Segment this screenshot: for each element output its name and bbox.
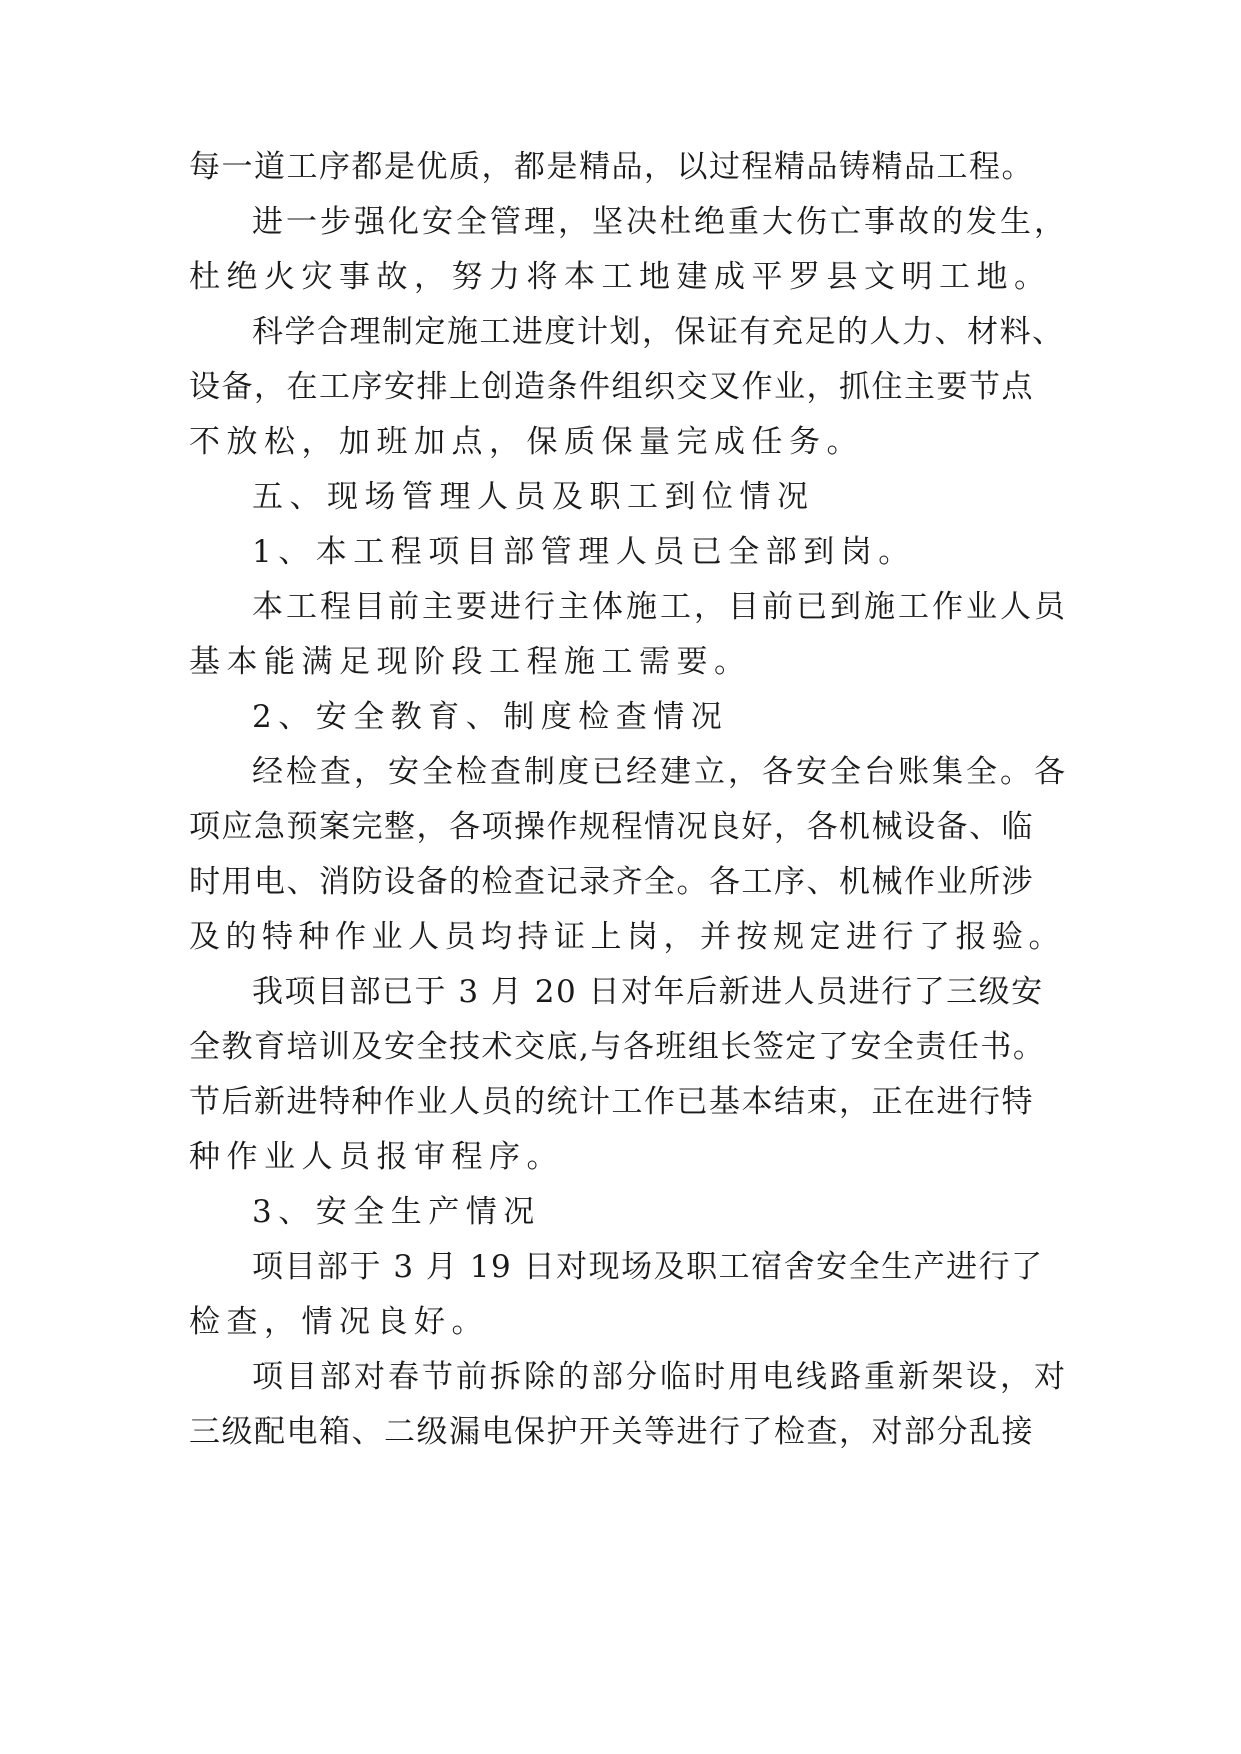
paragraph-line: 全教育培训及安全技术交底,与各班组长签定了安全责任书。 — [189, 1029, 1046, 1065]
paragraph-line: 本工程目前主要进行主体施工，目前已到施工作业人员 — [252, 589, 1068, 625]
paragraph-line: 经检查，安全检查制度已经建立，各安全台账集全。各 — [252, 754, 1068, 790]
paragraph-line: 项目部于 3 月 19 日对现场及职工宿舍安全生产进行了 — [252, 1249, 1044, 1285]
paragraph-line: 种作业人员报审程序。 — [189, 1139, 564, 1175]
paragraph-line: 三级配电箱、二级漏电保护开关等进行了检查，对部分乱接 — [189, 1414, 1034, 1450]
subsection-heading: 3、安全生产情况 — [252, 1194, 541, 1230]
section-heading: 五、现场管理人员及职工到位情况 — [252, 479, 815, 515]
paragraph-line: 杜绝火灾事故，努力将本工地建成平罗县文明工地。 — [189, 259, 1052, 295]
subsection-heading: 1、本工程项目部管理人员已全部到岗。 — [252, 534, 916, 570]
paragraph-line: 科学合理制定施工进度计划，保证有充足的人力、材料、 — [252, 314, 1065, 350]
paragraph-line: 项目部对春节前拆除的部分临时用电线路重新架设，对 — [252, 1359, 1068, 1395]
paragraph-line: 我项目部已于 3 月 20 日对年后新进人员进行了三级安 — [252, 974, 1044, 1010]
paragraph-line: 每一道工序都是优质，都是精品，以过程精品铸精品工程。 — [189, 149, 1034, 185]
paragraph-line: 及的特种作业人员均持证上岗，并按规定进行了报验。 — [189, 919, 1065, 955]
subsection-heading: 2、安全教育、制度检查情况 — [252, 699, 729, 735]
paragraph-line: 节后新进特种作业人员的统计工作已基本结束，正在进行特 — [189, 1084, 1034, 1120]
paragraph-line: 设备，在工序安排上创造条件组织交叉作业，抓住主要节点 — [189, 369, 1034, 405]
paragraph-line: 项应急预案完整，各项操作规程情况良好，各机械设备、临 — [189, 809, 1034, 845]
paragraph-line: 不放松，加班加点，保质保量完成任务。 — [189, 424, 864, 460]
paragraph-line: 时用电、消防设备的检查记录齐全。各工序、机械作业所涉 — [189, 864, 1034, 900]
paragraph-line: 检查，情况良好。 — [189, 1304, 489, 1340]
paragraph-line: 基本能满足现阶段工程施工需要。 — [189, 644, 752, 680]
paragraph-line: 进一步强化安全管理，坚决杜绝重大伤亡事故的发生， — [252, 204, 1068, 240]
